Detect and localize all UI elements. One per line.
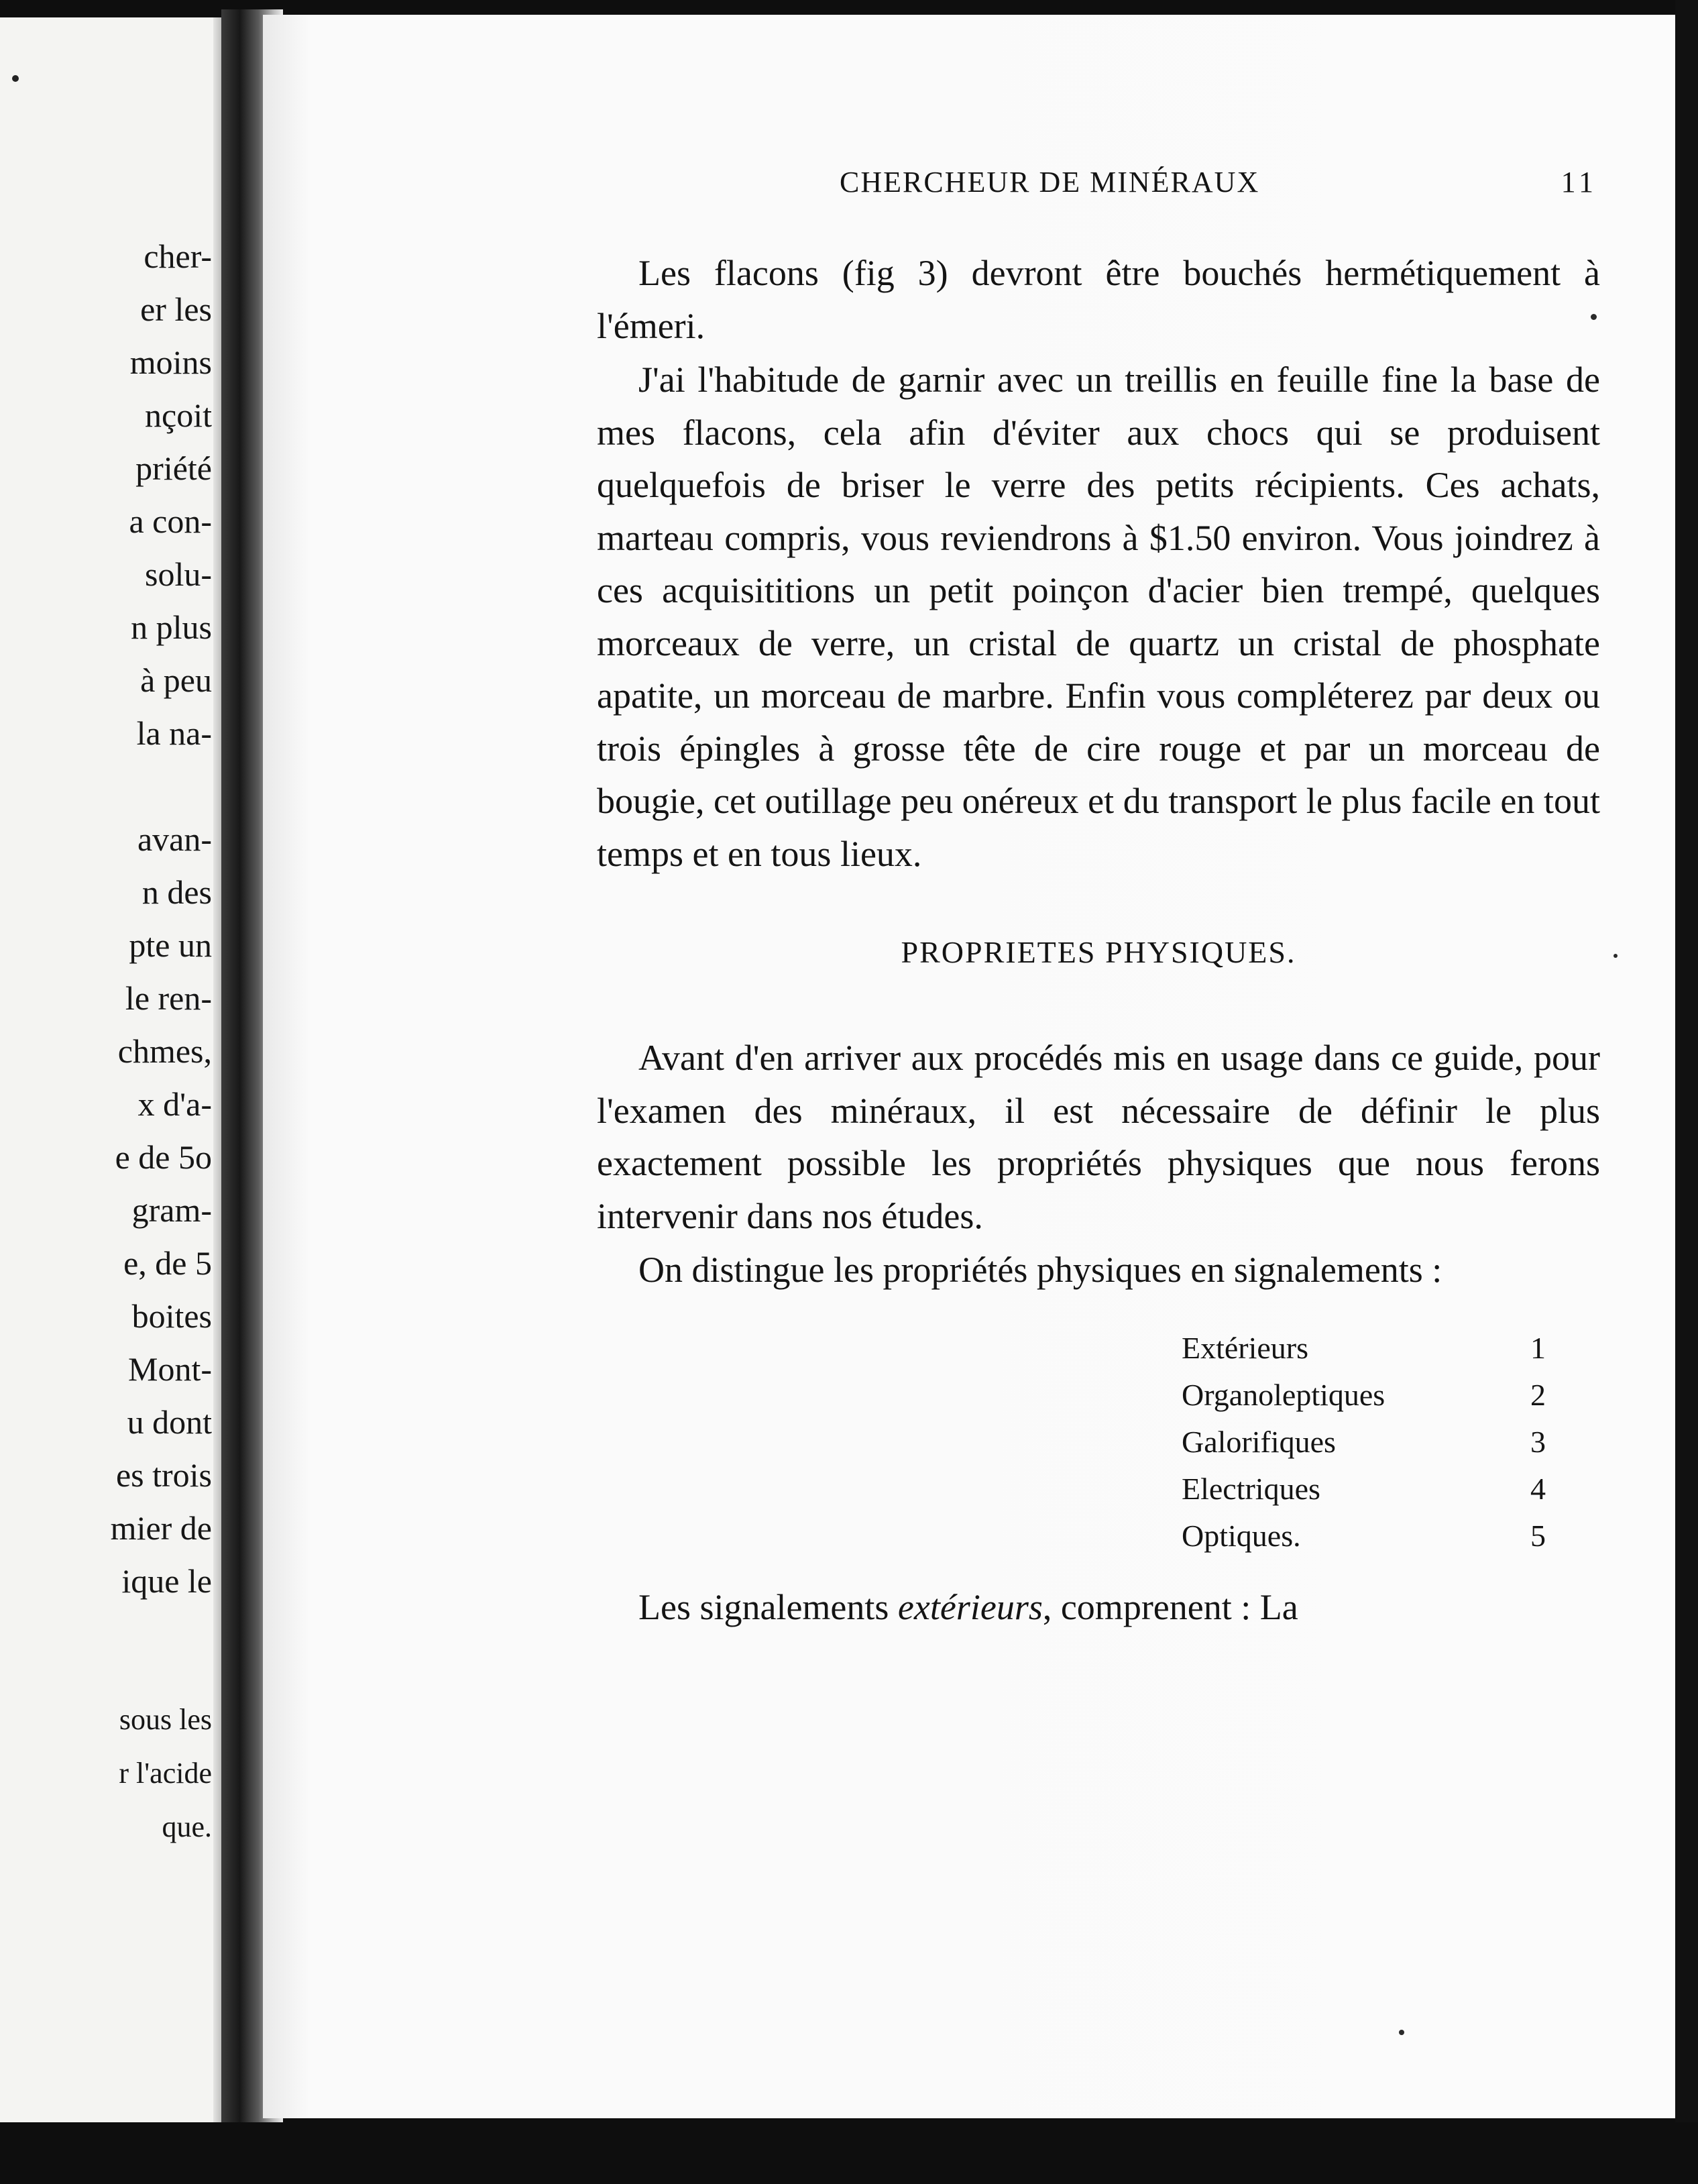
list-item <box>1182 1325 1557 1372</box>
left-line: boites <box>131 1297 212 1335</box>
left-line: chmes, <box>117 1032 212 1070</box>
list-item <box>1182 1513 1557 1560</box>
property-label: Optiques. <box>1182 1518 1301 1553</box>
left-line: n plus <box>131 608 212 646</box>
properties-list <box>1182 1325 1557 1560</box>
left-line: gram- <box>131 1191 212 1229</box>
left-line: u dont <box>127 1403 212 1441</box>
page-number: 11 <box>1561 166 1597 199</box>
left-line: la na- <box>136 714 212 752</box>
property-label: Galorifiques <box>1182 1424 1336 1459</box>
left-line: es trois <box>115 1456 212 1494</box>
ink-speck <box>1591 314 1597 320</box>
left-line: solu- <box>145 555 212 593</box>
italic-term: extérieurs <box>897 1586 1043 1627</box>
list-item <box>1182 1419 1557 1466</box>
left-line: a con- <box>129 502 212 540</box>
paragraph-signalements <box>597 1581 1600 1634</box>
section-heading: PROPRIETES PHYSIQUES. <box>901 935 1296 969</box>
ink-speck <box>12 75 19 82</box>
left-line: pte un <box>129 926 212 964</box>
paragraph-flacons: Les flacons (fig 3) devront être bouchés hermétiquement à l'émeri. <box>597 253 1600 346</box>
list-item <box>1182 1372 1557 1419</box>
property-label: Electriques <box>1182 1471 1320 1506</box>
left-line: e, de 5 <box>123 1244 212 1282</box>
property-label: Organoleptiques <box>1182 1377 1385 1412</box>
list-item <box>1182 1466 1557 1513</box>
left-line: er les <box>140 290 212 328</box>
left-line: avan- <box>137 820 212 858</box>
left-facing-page <box>0 17 236 2122</box>
left-line: sous les <box>119 1703 212 1736</box>
body-text <box>597 247 1600 1633</box>
left-line: mier de <box>110 1509 212 1547</box>
left-line: ique le <box>121 1562 212 1600</box>
left-line: à peu <box>140 661 212 699</box>
signalements-end: , comprenent : La <box>1042 1586 1298 1627</box>
ink-speck <box>1399 2030 1404 2035</box>
ink-speck <box>1614 954 1618 958</box>
paragraph-treillis: J'ai l'habitude de garnir avec un treillis en feuille fine la base de mes flacons, cela afin d'éviter aux chocs qui se produisent quelquefois de briser le verre des petits récipients. Ces achats, marteau compris, vous reviendrons à $1.50 environ. Vous joindrez à ces acquisititions un petit poinçon d'acier bien trempé, quelques morceaux de verre, un cristal de quartz un cristal de phosphate apatite, un morceau de marbre. Enfin vous compléterez par deux ou trois épingles à grosse tête de cire rouge et par un morceau de bougie, cet outillage peu onéreux et du transport le plus facile en tout temps et en tous lieux. <box>597 360 1600 874</box>
left-line: le ren- <box>125 979 212 1017</box>
left-line: r l'acide <box>119 1757 212 1790</box>
scan-border-right <box>1675 0 1698 2184</box>
property-number: 1 <box>1530 1330 1546 1365</box>
paragraph-distingue: On distingue les propriétés physiques en signalements : <box>638 1250 1442 1290</box>
running-head <box>578 156 1597 203</box>
scan-border-bottom <box>0 2122 1698 2184</box>
left-line: e de 5o <box>115 1138 212 1176</box>
paragraph-avant: Avant d'en arriver aux procédés mis en usage dans ce guide, pour l'examen des minéraux, il est nécessaire de définir le plus exactement possible les propriétés physiques que nous ferons intervenir dans nos études. <box>597 1038 1600 1236</box>
left-line: x d'a- <box>137 1085 212 1123</box>
left-line: n des <box>142 873 212 911</box>
left-line: que. <box>162 1810 212 1843</box>
property-number: 5 <box>1530 1518 1546 1553</box>
property-label: Extérieurs <box>1182 1330 1309 1365</box>
left-line: moins <box>129 343 212 381</box>
left-line: nçoit <box>145 396 212 434</box>
right-page <box>263 15 1675 2118</box>
signalements-start: Les signalements <box>638 1586 889 1627</box>
left-line: cher- <box>144 237 212 275</box>
property-number: 2 <box>1530 1377 1546 1412</box>
left-line: Mont- <box>128 1350 212 1388</box>
left-line: priété <box>135 449 212 487</box>
property-number: 4 <box>1530 1471 1546 1506</box>
running-title: CHERCHEUR DE MINÉRAUX <box>840 166 1260 199</box>
property-number: 3 <box>1530 1424 1546 1459</box>
